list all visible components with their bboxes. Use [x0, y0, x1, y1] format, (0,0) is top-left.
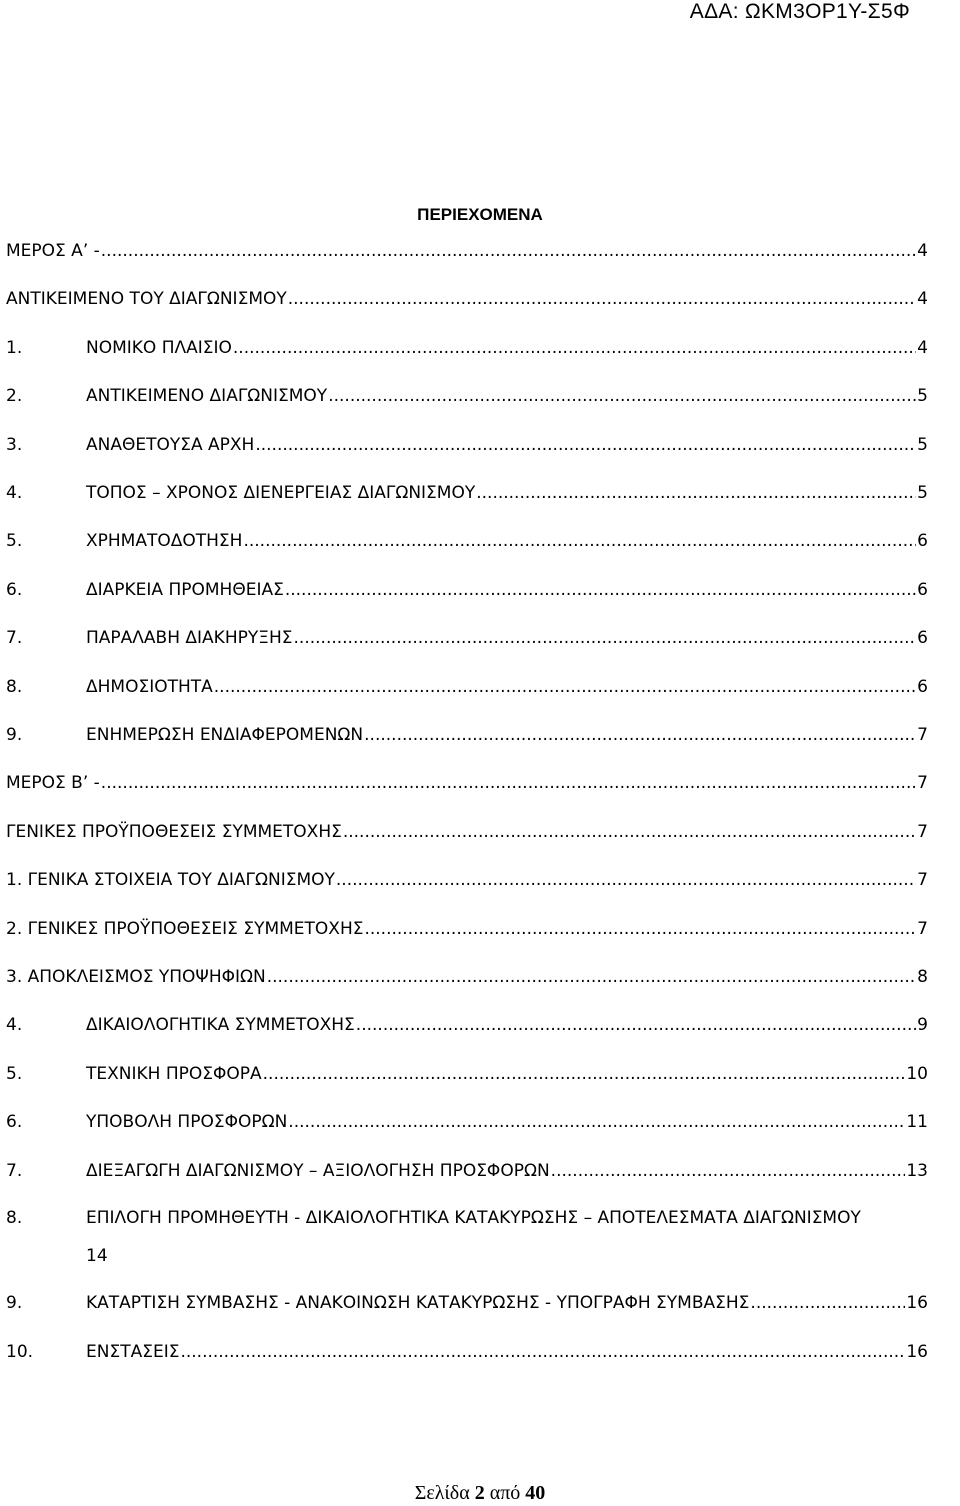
- toc-entry-text: ΔΙΚΑΙΟΛΟΓΗΤΙΚΑ ΣΥΜΜΕΤΟΧΗΣ: [86, 1015, 355, 1035]
- dot-leader: [101, 240, 916, 262]
- toc-entry-10[interactable]: [6, 1341, 928, 1363]
- toc-entry-page: 7: [917, 919, 928, 939]
- dot-leader: [364, 724, 916, 746]
- toc-entry-number: 2.: [6, 386, 23, 406]
- toc-entry-number: 3.: [6, 435, 23, 455]
- toc-entry-number: 4.: [6, 1015, 23, 1035]
- dot-leader: [336, 869, 916, 891]
- toc-entry-page: 10: [906, 1064, 928, 1084]
- toc-entry[interactable]: [6, 627, 928, 649]
- toc-entry[interactable]: [6, 385, 928, 407]
- dot-leader: [233, 337, 916, 359]
- toc-entry-text: ΑΝΤΙΚΕΙΜΕΝΟ ΔΙΑΓΩΝΙΣΜΟΥ: [86, 386, 328, 406]
- toc-entry-text: ΔΙΑΡΚΕΙΑ ΠΡΟΜΗΘΕΙΑΣ: [86, 580, 284, 600]
- ada-code: ΑΔΑ: ΩΚΜ3ΟΡ1Υ-Σ5Φ: [689, 0, 910, 23]
- toc-entry-page: 5: [917, 435, 928, 455]
- dot-leader: [180, 1341, 905, 1363]
- dot-leader: [243, 530, 916, 552]
- toc-entry-text: ΤΟΠΟΣ – ΧΡΟΝΟΣ ΔΙΕΝΕΡΓΕΙΑΣ ΔΙΑΓΩΝΙΣΜΟΥ: [86, 483, 476, 503]
- toc-entry-number: 8.: [6, 677, 23, 697]
- toc-entry[interactable]: [6, 1160, 928, 1182]
- toc-entry[interactable]: [6, 240, 928, 262]
- toc-entry-text: 3. ΑΠΟΚΛΕΙΣΜΟΣ ΥΠΟΨΗΦΙΩΝ: [6, 967, 266, 987]
- toc-entry-text: ΔΗΜΟΣΙΟΤΗΤΑ: [86, 677, 213, 697]
- toc-entry-9[interactable]: [6, 1292, 928, 1314]
- toc-entry-page: 9: [917, 1015, 928, 1035]
- toc-entry[interactable]: [6, 288, 928, 310]
- toc-entry-page: 6: [917, 531, 928, 551]
- toc-entry-page: 13: [906, 1161, 928, 1181]
- toc-entry-text: ΕΝΣΤΑΣΕΙΣ: [86, 1342, 180, 1362]
- toc-entry-text: ΜΕΡΟΣ Β’ -: [6, 773, 100, 793]
- dot-leader: [288, 288, 916, 310]
- toc-entry-text: ΧΡΗΜΑΤΟΔΟΤΗΣΗ: [86, 531, 243, 551]
- toc-entry[interactable]: [6, 337, 928, 359]
- dot-leader: [551, 1160, 906, 1182]
- footer-prefix: Σελίδα: [414, 1482, 470, 1504]
- toc-entry-page: 11: [906, 1112, 928, 1132]
- toc-entry-page: 6: [917, 628, 928, 648]
- toc-entry-number: 4.: [6, 483, 23, 503]
- dot-leader: [101, 772, 916, 794]
- dot-leader: [364, 918, 916, 940]
- toc-entry-8-page: 14: [86, 1246, 108, 1266]
- toc-entry-number: 5.: [6, 1064, 23, 1084]
- toc-entry-number: 10.: [6, 1342, 34, 1362]
- toc-entry-number: 1.: [6, 338, 23, 358]
- toc-entry[interactable]: [6, 724, 928, 746]
- toc-title: ΠΕΡΙΕΧΟΜΕΝΑ: [417, 205, 543, 224]
- toc-entry-text: 1. ΓΕΝΙΚΑ ΣΤΟΙΧΕΙΑ ΤΟΥ ΔΙΑΓΩΝΙΣΜΟΥ: [6, 870, 335, 890]
- toc-entry-text: ΓΕΝΙΚΕΣ ΠΡΟΫΠΟΘΕΣΕΙΣ ΣΥΜΜΕΤΟΧΗΣ: [6, 822, 342, 842]
- toc-entry-text: ΤΕΧΝΙΚΗ ΠΡΟΣΦΟΡΑ: [86, 1064, 262, 1084]
- toc-entry-number: 5.: [6, 531, 23, 551]
- toc-entry-text: ΚΑΤΑΡΤΙΣΗ ΣΥΜΒΑΣΗΣ - ΑΝΑΚΟΙΝΩΣΗ ΚΑΤΑΚΥΡΩΣΗΣ - ΥΠΟΓΡΑΦΗ ΣΥΜΒΑΣΗΣ: [86, 1293, 750, 1313]
- toc-entry-page: 5: [917, 483, 928, 503]
- toc-entry-text: ΝΟΜΙΚΟ ΠΛΑΙΣΙΟ: [86, 338, 232, 358]
- toc-entry-page: 4: [917, 241, 928, 261]
- toc-entry-number: 6.: [6, 580, 23, 600]
- toc-entry-page: 7: [917, 822, 928, 842]
- toc-entry-page: 6: [917, 580, 928, 600]
- toc-entry-text: ΥΠΟΒΟΛΗ ΠΡΟΣΦΟΡΩΝ: [86, 1112, 288, 1132]
- toc-entry-text: ΠΑΡΑΛΑΒΗ ΔΙΑΚΗΡΥΞΗΣ: [86, 628, 293, 648]
- toc-entry-page: 8: [917, 967, 928, 987]
- toc-entry-text: ΔΙΕΞΑΓΩΓΗ ΔΙΑΓΩΝΙΣΜΟΥ – ΑΞΙΟΛΟΓΗΣΗ ΠΡΟΣΦΟΡΩΝ: [86, 1161, 550, 1181]
- toc-entry[interactable]: [6, 434, 928, 456]
- toc-entry-page: 7: [917, 773, 928, 793]
- toc-entry[interactable]: [6, 530, 928, 552]
- toc-entry-page: 16: [906, 1342, 928, 1362]
- toc-entry-page: 4: [917, 338, 928, 358]
- dot-leader: [267, 966, 916, 988]
- toc-entry-number: 6.: [6, 1112, 23, 1132]
- toc-entry[interactable]: [6, 676, 928, 698]
- footer-middle: από: [489, 1482, 521, 1504]
- dot-leader: [285, 579, 916, 601]
- toc-entry-text: ΑΝΑΘΕΤΟΥΣΑ ΑΡΧΗ: [86, 435, 255, 455]
- toc-entry-text: ΑΝΤΙΚΕΙΜΕΝΟ ΤΟΥ ΔΙΑΓΩΝΙΣΜΟΥ: [6, 289, 287, 309]
- toc-entry[interactable]: [6, 482, 928, 504]
- toc-entry-text: ΕΠΙΛΟΓΗ ΠΡΟΜΗΘΕΥΤΗ - ΔΙΚΑΙΟΛΟΓΗΤΙΚΑ ΚΑΤΑΚΥΡΩΣΗΣ – ΑΠΟΤΕΛΕΣΜΑΤΑ ΔΙΑΓΩΝΙΣΜΟΥ: [86, 1208, 861, 1228]
- toc-entry-8[interactable]: [6, 1207, 960, 1229]
- page-footer: [0, 1481, 960, 1505]
- toc-entry[interactable]: [6, 821, 928, 843]
- dot-leader: [255, 434, 916, 456]
- dot-leader: [343, 821, 916, 843]
- toc-entry[interactable]: [6, 918, 928, 940]
- toc-entry[interactable]: [6, 1111, 928, 1133]
- toc-entry-number: 9.: [6, 725, 23, 745]
- toc-entry-page: 5: [917, 386, 928, 406]
- toc-entry-text: ΕΝΗΜΕΡΩΣΗ ΕΝΔΙΑΦΕΡΟΜΕΝΩΝ: [86, 725, 364, 745]
- footer-total-pages: 40: [525, 1482, 546, 1504]
- dot-leader: [214, 676, 916, 698]
- toc-entry-page: 16: [906, 1293, 928, 1313]
- toc-entry[interactable]: [6, 772, 928, 794]
- toc-entry-text: 2. ΓΕΝΙΚΕΣ ΠΡΟΫΠΟΘΕΣΕΙΣ ΣΥΜΜΕΤΟΧΗΣ: [6, 919, 364, 939]
- toc-entry[interactable]: [6, 869, 928, 891]
- toc-entry-number: 7.: [6, 1161, 23, 1181]
- toc-entry-number: 8.: [6, 1208, 23, 1228]
- toc-entry[interactable]: [6, 1014, 928, 1036]
- toc-entry-number: 7.: [6, 628, 23, 648]
- dot-leader: [288, 1111, 905, 1133]
- toc-entry-page: 4: [917, 289, 928, 309]
- toc-entry-page: 7: [917, 870, 928, 890]
- toc-entry[interactable]: [6, 966, 928, 988]
- dot-leader: [294, 627, 917, 649]
- dot-leader: [328, 385, 916, 407]
- toc-entry-page: 7: [917, 725, 928, 745]
- footer-current-page: 2: [474, 1482, 485, 1504]
- toc-entry-number: 9.: [6, 1293, 23, 1313]
- toc-entry[interactable]: [6, 1063, 928, 1085]
- toc-entry[interactable]: [6, 579, 928, 601]
- toc-entry-text: ΜΕΡΟΣ Α’ -: [6, 241, 100, 261]
- dot-leader: [263, 1063, 906, 1085]
- dot-leader: [476, 482, 916, 504]
- toc-entry-page: 6: [917, 677, 928, 697]
- dot-leader: [356, 1014, 916, 1036]
- dot-leader: [750, 1292, 905, 1314]
